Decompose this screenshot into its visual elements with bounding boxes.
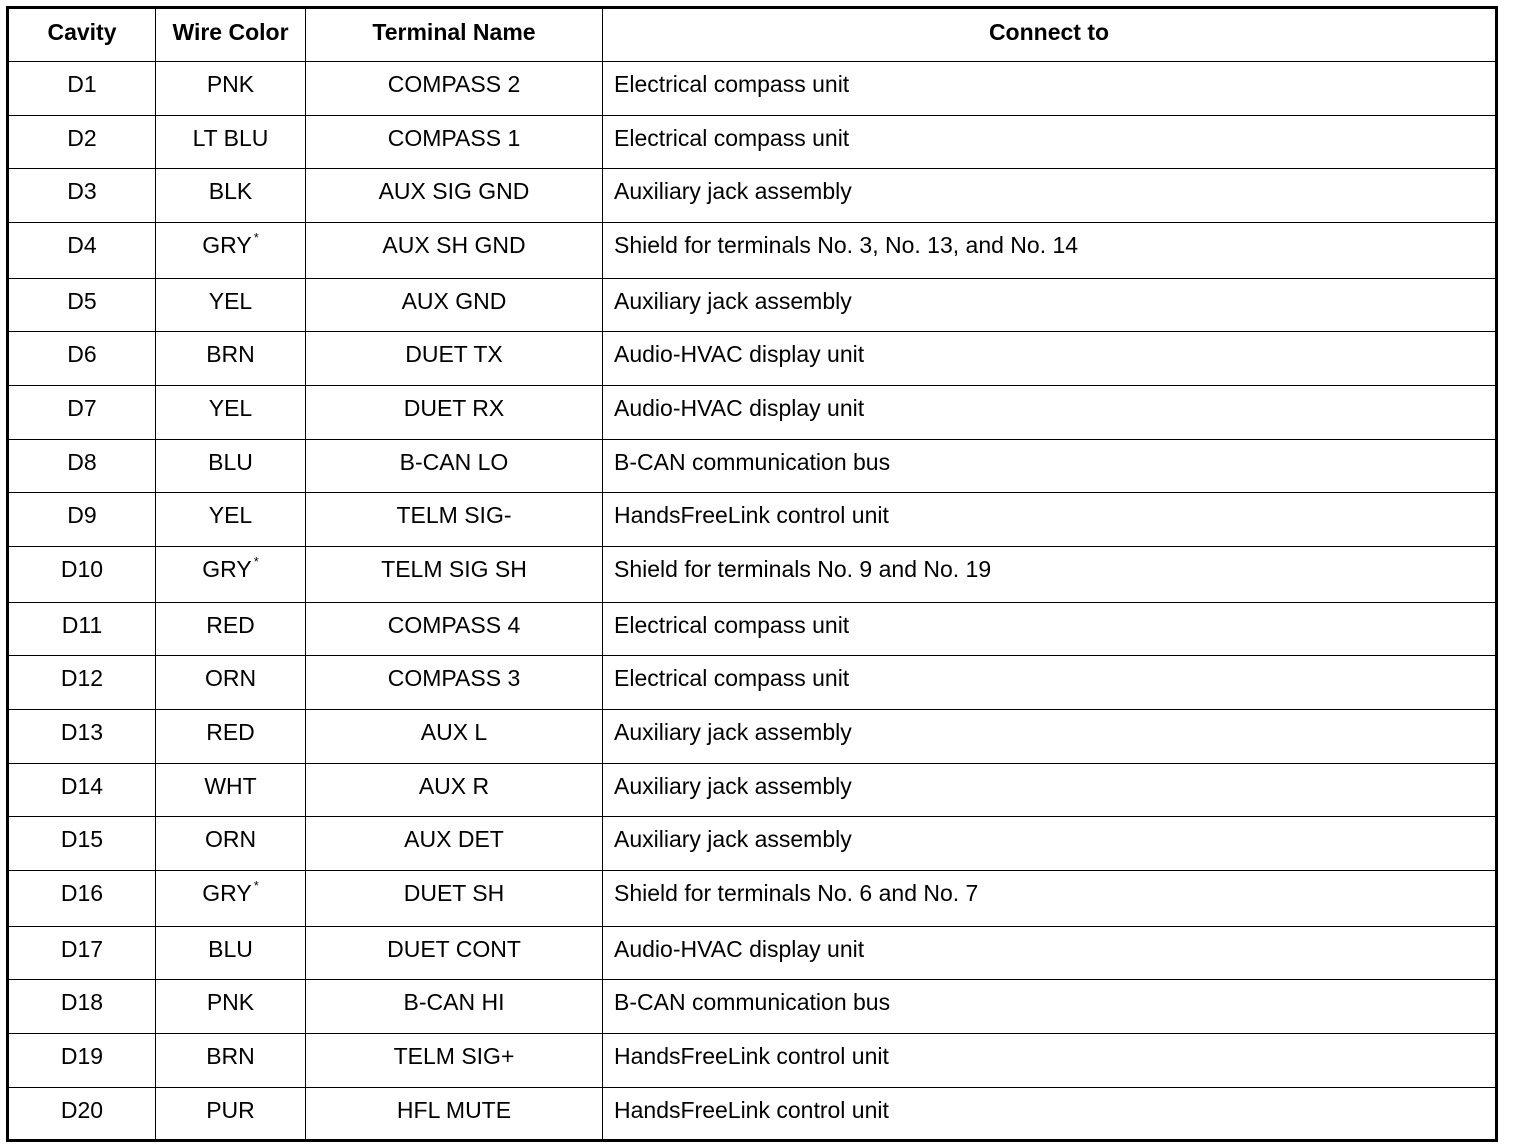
- connect-to-cell: HandsFreeLink control unit: [603, 1087, 1497, 1141]
- cavity-cell: D5: [8, 278, 156, 332]
- cavity-cell: D20: [8, 1087, 156, 1141]
- cavity-cell: D11: [8, 602, 156, 656]
- wire-color-value: YEL: [208, 502, 253, 529]
- wire-color-value: BLU: [208, 935, 253, 962]
- table-row: [8, 656, 1497, 710]
- wire-color-value: BLU: [208, 448, 253, 475]
- wire-color-value: PNK: [206, 989, 255, 1016]
- wire-color-value: WHT: [204, 772, 257, 799]
- wire-color-value: LT BLU: [192, 124, 269, 151]
- terminal-name-cell: DUET RX: [306, 385, 603, 439]
- connect-to-cell: B-CAN communication bus: [603, 439, 1497, 493]
- table-row: [8, 980, 1497, 1034]
- wire-color-cell: [156, 980, 306, 1034]
- connect-to-cell: Audio-HVAC display unit: [603, 926, 1497, 980]
- connect-to-cell: Electrical compass unit: [603, 656, 1497, 710]
- table-row: [8, 439, 1497, 493]
- table-row: [8, 763, 1497, 817]
- wire-color-cell: [156, 602, 306, 656]
- wire-color-value: RED: [206, 611, 255, 638]
- wire-color-value: YEL: [208, 287, 253, 314]
- connect-to-cell: Shield for terminals No. 3, No. 13, and No. 14: [603, 222, 1497, 278]
- connect-to-cell: B-CAN communication bus: [603, 980, 1497, 1034]
- footnote-marker: *: [253, 877, 259, 893]
- wire-color-cell: [156, 926, 306, 980]
- wire-color-value: ORN: [204, 826, 257, 853]
- wire-color-value: GRY: [202, 879, 252, 906]
- connect-to-cell: Electrical compass unit: [603, 115, 1497, 169]
- wire-color-cell: [156, 439, 306, 493]
- cavity-cell: D19: [8, 1033, 156, 1087]
- connect-to-cell: Auxiliary jack assembly: [603, 817, 1497, 871]
- cavity-cell: D2: [8, 115, 156, 169]
- table-row: [8, 278, 1497, 332]
- cavity-cell: D14: [8, 763, 156, 817]
- table-row: [8, 1033, 1497, 1087]
- cavity-cell: D3: [8, 169, 156, 223]
- connect-to-cell: Auxiliary jack assembly: [603, 763, 1497, 817]
- connect-to-cell: Auxiliary jack assembly: [603, 709, 1497, 763]
- connect-to-cell: HandsFreeLink control unit: [603, 493, 1497, 547]
- header-wire-color: Wire Color: [156, 8, 306, 62]
- connect-to-cell: Electrical compass unit: [603, 62, 1497, 116]
- table-row: [8, 115, 1497, 169]
- wire-color-cell: [156, 546, 306, 602]
- table-row: [8, 169, 1497, 223]
- wire-color-value: GRY: [202, 555, 252, 582]
- header-connect-to: Connect to: [603, 8, 1497, 62]
- wire-color-table: [6, 6, 1498, 1142]
- connect-to-cell: Audio-HVAC display unit: [603, 385, 1497, 439]
- connect-to-cell: Electrical compass unit: [603, 602, 1497, 656]
- cavity-cell: D4: [8, 222, 156, 278]
- terminal-name-cell: B-CAN HI: [306, 980, 603, 1034]
- terminal-name-cell: B-CAN LO: [306, 439, 603, 493]
- wire-color-cell: [156, 385, 306, 439]
- terminal-name-cell: AUX R: [306, 763, 603, 817]
- wire-color-cell: [156, 115, 306, 169]
- wire-color-value: PNK: [206, 71, 255, 97]
- table-row: [8, 222, 1497, 278]
- header-terminal-name: Terminal Name: [306, 8, 603, 62]
- wire-color-value: YEL: [208, 394, 253, 421]
- table-row: [8, 926, 1497, 980]
- terminal-name-cell: DUET TX: [306, 332, 603, 386]
- wire-color-cell: [156, 763, 306, 817]
- wire-color-cell: [156, 169, 306, 223]
- connect-to-cell: Shield for terminals No. 9 and No. 19: [603, 546, 1497, 602]
- terminal-name-cell: COMPASS 1: [306, 115, 603, 169]
- wire-color-value: RED: [206, 718, 255, 745]
- wire-color-cell: [156, 709, 306, 763]
- cavity-cell: D13: [8, 709, 156, 763]
- table-row: [8, 332, 1497, 386]
- table-header-row: [8, 8, 1497, 62]
- terminal-name-cell: TELM SIG-: [306, 493, 603, 547]
- wire-color-cell: [156, 817, 306, 871]
- header-cavity: Cavity: [8, 8, 156, 62]
- table-row: [8, 817, 1497, 871]
- wire-color-cell: [156, 62, 306, 116]
- table-row: [8, 385, 1497, 439]
- wire-color-cell: [156, 1087, 306, 1141]
- connect-to-cell: Shield for terminals No. 6 and No. 7: [603, 870, 1497, 926]
- cavity-cell: D8: [8, 439, 156, 493]
- terminal-name-cell: AUX DET: [306, 817, 603, 871]
- table-row: [8, 709, 1497, 763]
- cavity-cell: D15: [8, 817, 156, 871]
- footnote-marker: *: [253, 229, 259, 245]
- wire-color-cell: [156, 332, 306, 386]
- terminal-name-cell: DUET CONT: [306, 926, 603, 980]
- cavity-cell: D12: [8, 656, 156, 710]
- wire-color-cell: [156, 656, 306, 710]
- connect-to-cell: Auxiliary jack assembly: [603, 169, 1497, 223]
- footnote-marker: *: [253, 553, 259, 569]
- wire-color-value: PUR: [206, 1096, 255, 1123]
- terminal-name-cell: COMPASS 3: [306, 656, 603, 710]
- wire-color-value: ORN: [204, 665, 257, 692]
- terminal-name-cell: COMPASS 4: [306, 602, 603, 656]
- cavity-cell: D1: [8, 62, 156, 116]
- connect-to-cell: Auxiliary jack assembly: [603, 278, 1497, 332]
- terminal-name-cell: TELM SIG SH: [306, 546, 603, 602]
- table-row: [8, 870, 1497, 926]
- cavity-cell: D6: [8, 332, 156, 386]
- wire-color-value: GRY: [202, 231, 252, 258]
- cavity-cell: D10: [8, 546, 156, 602]
- wire-color-cell: [156, 278, 306, 332]
- wire-color-value: BRN: [206, 1042, 255, 1069]
- cavity-cell: D7: [8, 385, 156, 439]
- cavity-cell: D9: [8, 493, 156, 547]
- wire-color-value: BRN: [206, 341, 255, 368]
- cavity-cell: D16: [8, 870, 156, 926]
- terminal-name-cell: AUX L: [306, 709, 603, 763]
- wire-color-cell: [156, 1033, 306, 1087]
- cavity-cell: D18: [8, 980, 156, 1034]
- wire-color-cell: [156, 870, 306, 926]
- connect-to-cell: HandsFreeLink control unit: [603, 1033, 1497, 1087]
- terminal-name-cell: TELM SIG+: [306, 1033, 603, 1087]
- table-row: [8, 546, 1497, 602]
- terminal-name-cell: HFL MUTE: [306, 1087, 603, 1141]
- wire-color-value: BLK: [208, 178, 253, 205]
- terminal-name-cell: AUX SH GND: [306, 222, 603, 278]
- wire-color-cell: [156, 222, 306, 278]
- terminal-name-cell: AUX GND: [306, 278, 603, 332]
- table-row: [8, 62, 1497, 116]
- terminal-name-cell: DUET SH: [306, 870, 603, 926]
- wire-color-cell: [156, 493, 306, 547]
- table-row: [8, 1087, 1497, 1141]
- cavity-cell: D17: [8, 926, 156, 980]
- terminal-name-cell: AUX SIG GND: [306, 169, 603, 223]
- table-row: [8, 493, 1497, 547]
- terminal-name-cell: COMPASS 2: [306, 62, 603, 116]
- table-body: [8, 62, 1497, 1141]
- connect-to-cell: Audio-HVAC display unit: [603, 332, 1497, 386]
- table-row: [8, 602, 1497, 656]
